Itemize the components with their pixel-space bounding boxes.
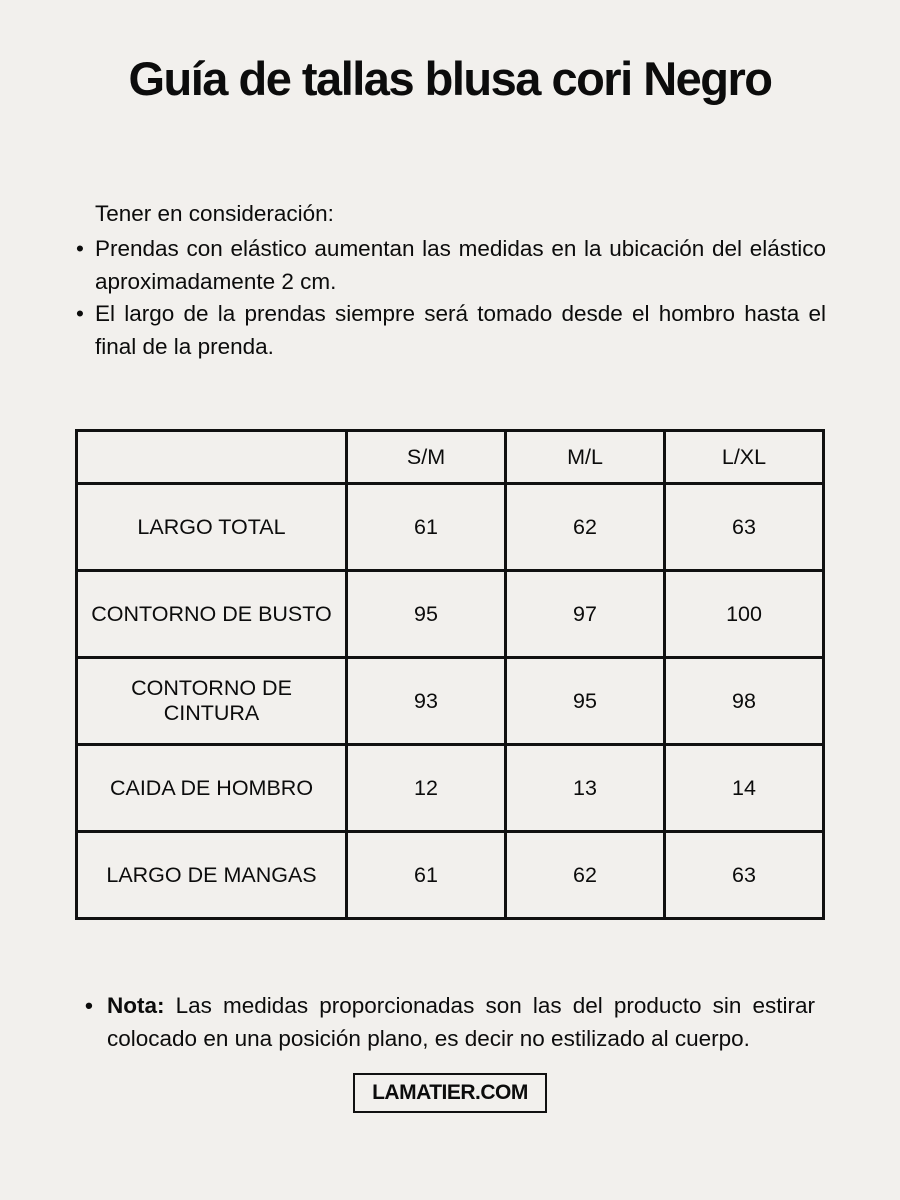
- measure-value: 62: [506, 832, 665, 919]
- measure-value: 93: [347, 658, 506, 745]
- page-title: Guía de tallas blusa cori Negro: [128, 52, 772, 105]
- measure-label: CONTORNO DE BUSTO: [77, 571, 347, 658]
- measure-value: 62: [506, 484, 665, 571]
- measure-value: 98: [665, 658, 824, 745]
- size-column-header: S/M: [347, 431, 506, 484]
- table-row: [77, 832, 824, 919]
- note-section: [85, 990, 815, 1055]
- table-row: [77, 571, 824, 658]
- measure-value: 63: [665, 832, 824, 919]
- measure-value: 61: [347, 832, 506, 919]
- measure-value: 61: [347, 484, 506, 571]
- measure-label: CONTORNO DE CINTURA: [77, 658, 347, 745]
- size-table-corner-cell: [77, 431, 347, 484]
- measure-value: 97: [506, 571, 665, 658]
- brand-label: LAMATIER.COM: [353, 1073, 547, 1113]
- size-table: [75, 429, 825, 920]
- considerations-intro: Tener en consideración:: [95, 201, 334, 227]
- size-column-header: L/XL: [665, 431, 824, 484]
- size-column-header: M/L: [506, 431, 665, 484]
- considerations-section: [74, 198, 826, 363]
- footer: [0, 1073, 900, 1113]
- measure-value: 13: [506, 745, 665, 832]
- table-row: [77, 658, 824, 745]
- measure-value: 63: [665, 484, 824, 571]
- measure-label: LARGO TOTAL: [77, 484, 347, 571]
- measure-value: 95: [506, 658, 665, 745]
- note-text: Las medidas proporcionadas son las del producto sin estirar colocado en una posición plano, es decir no estilizado al cuerpo.: [107, 993, 815, 1051]
- measure-label: LARGO DE MANGAS: [77, 832, 347, 919]
- note-lead: Nota:: [107, 993, 165, 1018]
- consideration-item: • Prendas con elástico aumentan las medidas en la ubicación del elástico aproximadamente 2 cm.: [74, 233, 826, 298]
- table-row: [77, 745, 824, 832]
- measure-label: CAIDA DE HOMBRO: [77, 745, 347, 832]
- measure-value: 100: [665, 571, 824, 658]
- measure-value: 95: [347, 571, 506, 658]
- size-table-header-row: [77, 431, 824, 484]
- measure-value: 12: [347, 745, 506, 832]
- table-row: [77, 484, 824, 571]
- consideration-item: • El largo de la prendas siempre será tomado desde el hombro hasta el final de la prenda.: [74, 298, 826, 363]
- measure-value: 14: [665, 745, 824, 832]
